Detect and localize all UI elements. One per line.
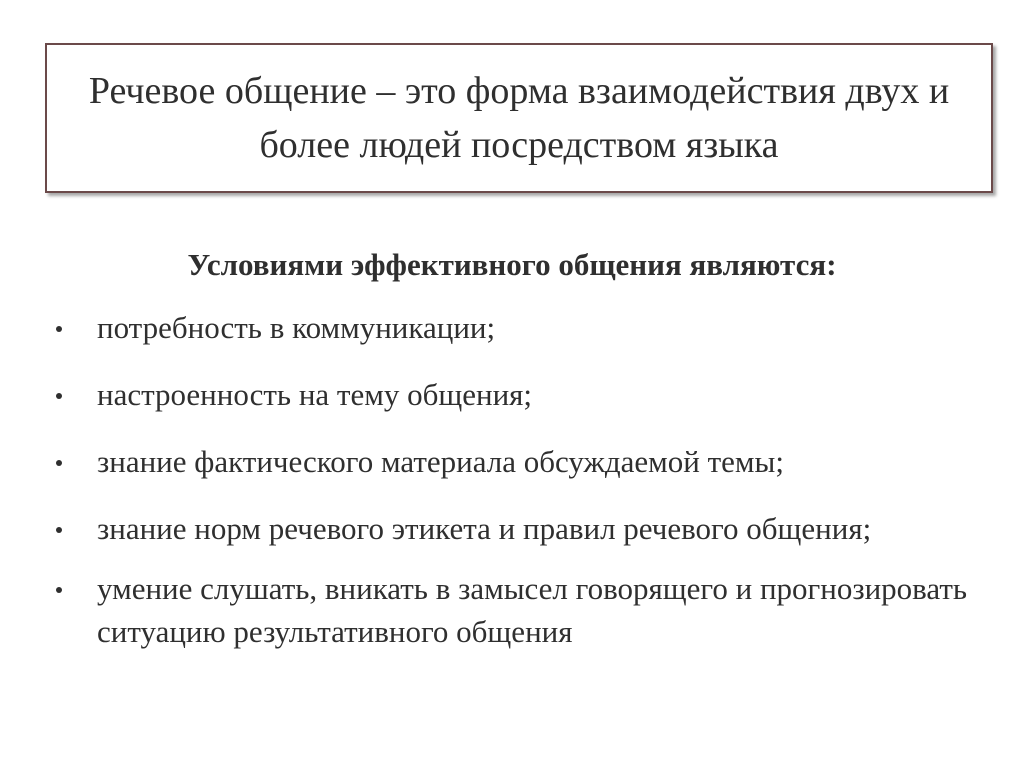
bullet-dot-icon [56, 527, 62, 533]
bullet-dot-icon [56, 587, 62, 593]
bullet-item [52, 507, 982, 550]
bullet-list [52, 306, 982, 677]
slide-subtitle: Условиями эффективного общения являются: [187, 247, 837, 282]
slide-title: Речевое общение – это форма взаимодействия двух и более людей посредством языка [88, 70, 950, 166]
bullet-item [52, 440, 982, 483]
bullet-dot-icon [56, 460, 62, 466]
title-box [45, 43, 993, 193]
bullet-item [52, 567, 982, 653]
bullet-text: умение слушать, вникать в замысел говорящего и прогнозировать ситуацию результативного общения [97, 571, 968, 649]
bullet-text: потребность в коммуникации; [97, 310, 496, 345]
bullet-item [52, 306, 982, 349]
bullet-text: знание фактического материала обсуждаемой темы; [97, 444, 784, 479]
bullet-text: настроенность на тему общения; [97, 377, 533, 412]
bullet-item [52, 373, 982, 416]
bullet-dot-icon [56, 326, 62, 332]
bullet-dot-icon [56, 393, 62, 399]
bullet-text: знание норм речевого этикета и правил речевого общения; [97, 511, 872, 546]
